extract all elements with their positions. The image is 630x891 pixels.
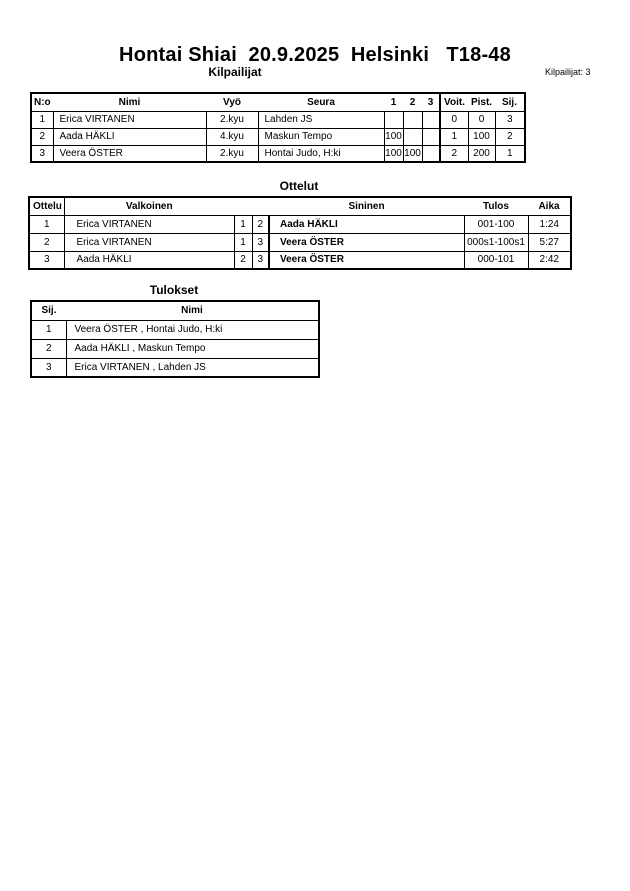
cell-vyo: 4.kyu (206, 128, 258, 145)
cell-round2 (403, 111, 422, 128)
cell-nimi: Veera ÖSTER , Hontai Judo, H:ki (66, 320, 319, 339)
table-row (29, 233, 571, 251)
col-header-nimi: Nimi (66, 301, 319, 320)
cell-voit: 0 (440, 111, 468, 128)
cell-tulos: 001-100 (464, 215, 528, 233)
col-header-aika: Aika (528, 197, 571, 215)
col-header-nimi: Nimi (53, 93, 206, 111)
cell-pist: 200 (468, 145, 495, 162)
cell-sininen: Veera ÖSTER (269, 251, 464, 269)
cell-nimi: Aada HÄKLI , Maskun Tempo (66, 339, 319, 358)
col-header-round3: 3 (422, 93, 440, 111)
cell-voit: 1 (440, 128, 468, 145)
cell-valkoinen: Erica VIRTANEN (64, 215, 234, 233)
col-header-ottelu: Ottelu (29, 197, 64, 215)
table-row (31, 339, 319, 358)
cell-pist: 0 (468, 111, 495, 128)
cell-ottelu: 3 (29, 251, 64, 269)
cell-sij: 3 (31, 358, 66, 377)
cell-round3 (422, 111, 440, 128)
tulokset-section-title: Tulokset (149, 283, 199, 297)
ottelut-section-title: Ottelut (279, 179, 319, 193)
cell-no: 2 (31, 128, 53, 145)
cell-valkoinen: Erica VIRTANEN (64, 233, 234, 251)
kilpailijat-header-row (31, 93, 525, 111)
table-row (31, 111, 525, 128)
cell-white-no: 1 (234, 215, 252, 233)
tulokset-table (30, 300, 320, 378)
col-header-blue-no (252, 197, 269, 215)
tulokset-header-row (31, 301, 319, 320)
cell-vyo: 2.kyu (206, 145, 258, 162)
cell-blue-no: 3 (252, 251, 269, 269)
cell-no: 1 (31, 111, 53, 128)
col-header-pist: Pist. (468, 93, 495, 111)
col-header-round2: 2 (403, 93, 422, 111)
table-row (31, 128, 525, 145)
col-header-sij: Sij. (31, 301, 66, 320)
col-header-seura: Seura (258, 93, 384, 111)
col-header-round1: 1 (384, 93, 403, 111)
cell-vyo: 2.kyu (206, 111, 258, 128)
cell-white-no: 2 (234, 251, 252, 269)
cell-round1: 100 (384, 145, 403, 162)
table-row (31, 358, 319, 377)
cell-voit: 2 (440, 145, 468, 162)
cell-tulos: 000-101 (464, 251, 528, 269)
cell-aika: 2:42 (528, 251, 571, 269)
table-row (29, 251, 571, 269)
cell-valkoinen: Aada HÄKLI (64, 251, 234, 269)
cell-ottelu: 2 (29, 233, 64, 251)
cell-seura: Lahden JS (258, 111, 384, 128)
cell-ottelu: 1 (29, 215, 64, 233)
cell-sij: 1 (495, 145, 525, 162)
kilpailijat-table (30, 92, 526, 163)
col-header-no: N:o (31, 93, 53, 111)
cell-nimi: Erica VIRTANEN , Lahden JS (66, 358, 319, 377)
cell-blue-no: 3 (252, 233, 269, 251)
cell-round3 (422, 145, 440, 162)
table-row (31, 320, 319, 339)
ottelut-table (28, 196, 572, 270)
table-row (29, 215, 571, 233)
col-header-sij: Sij. (495, 93, 525, 111)
cell-aika: 1:24 (528, 215, 571, 233)
col-header-tulos: Tulos (464, 197, 528, 215)
cell-nimi: Erica VIRTANEN (53, 111, 206, 128)
col-header-valkoinen: Valkoinen (64, 197, 234, 215)
cell-seura: Hontai Judo, H:ki (258, 145, 384, 162)
cell-round1 (384, 111, 403, 128)
cell-round3 (422, 128, 440, 145)
cell-blue-no: 2 (252, 215, 269, 233)
col-header-vyo: Vyö (206, 93, 258, 111)
cell-sininen: Veera ÖSTER (269, 233, 464, 251)
cell-no: 3 (31, 145, 53, 162)
cell-sij: 1 (31, 320, 66, 339)
cell-round1: 100 (384, 128, 403, 145)
competitor-count-label: Kilpailijat: 3 (545, 67, 591, 77)
cell-sij: 2 (495, 128, 525, 145)
cell-round2: 100 (403, 145, 422, 162)
cell-nimi: Aada HÄKLI (53, 128, 206, 145)
cell-sininen: Aada HÄKLI (269, 215, 464, 233)
table-row (31, 145, 525, 162)
kilpailijat-section-title: Kilpailijat (208, 65, 262, 79)
cell-tulos: 000s1-100s1 (464, 233, 528, 251)
page-title: Hontai Shiai 20.9.2025 Helsinki T18-48 (119, 44, 511, 66)
col-header-sininen: Sininen (269, 197, 464, 215)
cell-sij: 3 (495, 111, 525, 128)
col-header-white-no (234, 197, 252, 215)
cell-pist: 100 (468, 128, 495, 145)
cell-nimi: Veera ÖSTER (53, 145, 206, 162)
cell-white-no: 1 (234, 233, 252, 251)
cell-seura: Maskun Tempo (258, 128, 384, 145)
cell-sij: 2 (31, 339, 66, 358)
cell-aika: 5:27 (528, 233, 571, 251)
cell-round2 (403, 128, 422, 145)
col-header-voit: Voit. (440, 93, 468, 111)
ottelut-header-row (29, 197, 571, 215)
